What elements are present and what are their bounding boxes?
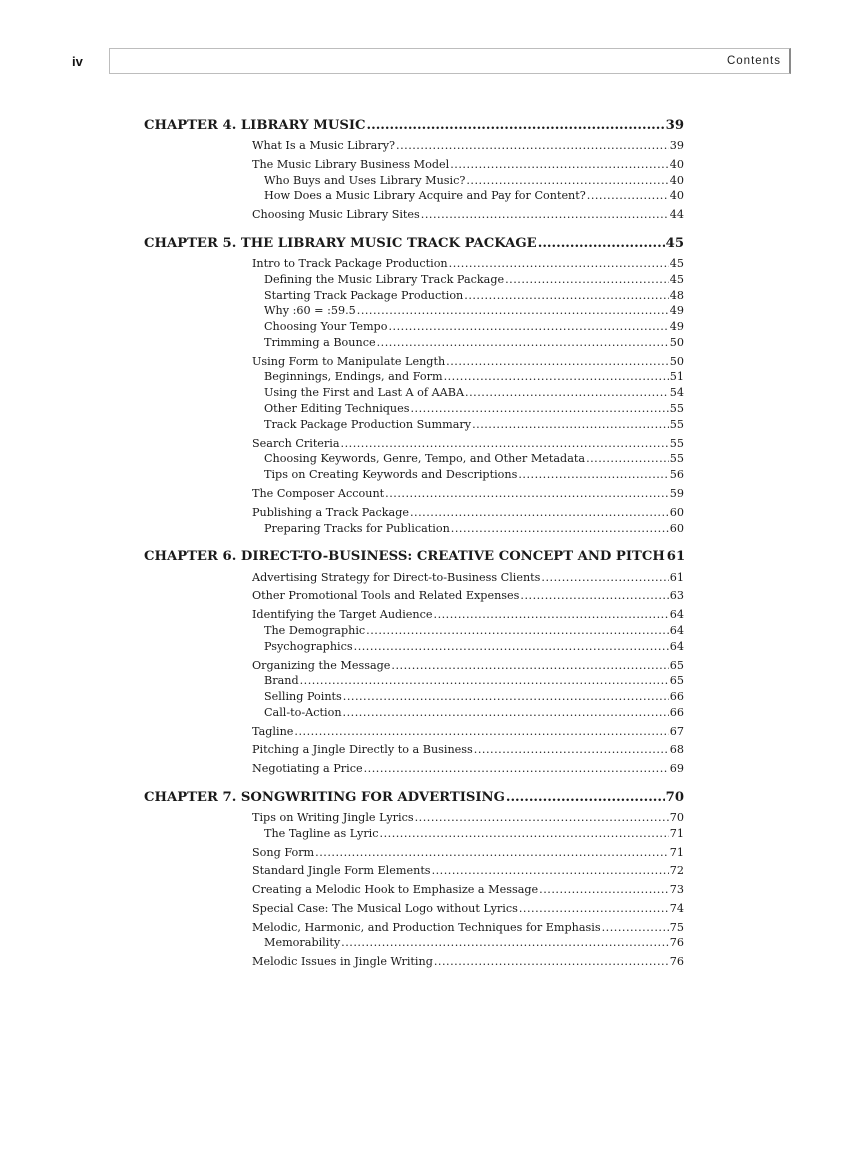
toc-entry-title: What Is a Music Library?	[252, 139, 396, 153]
toc-entry-title: Publishing a Track Package	[252, 506, 409, 520]
toc-entry-title: Who Buys and Uses Library Music?	[264, 173, 466, 187]
toc-entry[interactable]	[264, 174, 684, 190]
dot-leader	[505, 273, 669, 286]
toc-entry[interactable]	[252, 762, 684, 778]
dot-leader	[343, 706, 669, 719]
toc-entry[interactable]	[252, 257, 684, 273]
toc-entry[interactable]	[264, 452, 684, 468]
toc-entry-page: 67	[669, 724, 684, 738]
dot-leader	[343, 690, 669, 703]
toc-entry[interactable]	[252, 743, 684, 759]
toc-entry[interactable]	[252, 608, 684, 624]
dot-leader	[341, 936, 669, 949]
toc-entry-title: Selling Points	[264, 689, 342, 703]
toc-entry-page: 49	[669, 320, 684, 334]
dot-leader	[602, 921, 669, 934]
toc-entry-title: The Demographic	[264, 623, 366, 637]
toc-entry[interactable]	[264, 273, 684, 289]
toc-entry[interactable]	[264, 320, 684, 336]
dot-leader	[294, 725, 668, 738]
toc-entry[interactable]	[264, 468, 684, 484]
dot-leader	[300, 674, 669, 687]
toc-entry-title: Song Form	[252, 845, 315, 859]
toc-entry-title: Melodic, Harmonic, and Production Techniques for Emphasis	[252, 920, 601, 934]
toc-entry-page: 55	[669, 436, 684, 450]
toc-entry-page: 51	[669, 370, 684, 384]
toc-entry-page: 70	[665, 789, 684, 805]
dot-leader	[434, 608, 669, 621]
dot-leader	[472, 418, 669, 431]
toc-entry-title: Starting Track Package Production	[264, 288, 464, 302]
toc-entry-page: 64	[669, 639, 684, 653]
toc-entry-title: Pitching a Jingle Directly to a Business	[252, 743, 473, 757]
toc-entry-page: 56	[669, 468, 684, 482]
dot-leader	[518, 468, 668, 481]
toc-entry-page: 71	[669, 826, 684, 840]
toc-entry-title: CHAPTER 6. DIRECT-TO-BUSINESS: CREATIVE CONCEPT AND PITCH	[144, 549, 665, 565]
toc-entry-title: Melodic Issues in Jingle Writing	[252, 955, 433, 969]
toc-entry-page: 39	[665, 118, 684, 133]
toc-entry[interactable]	[252, 506, 684, 522]
toc-entry-title: Negotiating a Price	[252, 762, 363, 776]
toc-entry[interactable]	[252, 921, 684, 937]
toc-entry-title: Why :60 = :59.5	[264, 304, 356, 318]
dot-leader	[432, 864, 669, 877]
dot-leader	[385, 487, 669, 500]
toc-chapter-entry[interactable]	[144, 118, 684, 136]
toc-entry[interactable]	[252, 571, 684, 587]
toc-chapter-entry[interactable]	[144, 236, 684, 254]
dot-leader	[380, 827, 669, 840]
dot-leader	[366, 624, 669, 637]
toc-entry-title: Using Form to Manipulate Length	[252, 354, 446, 368]
toc-entry-title: Preparing Tracks for Publication	[264, 521, 450, 535]
toc-entry[interactable]	[252, 955, 684, 971]
toc-entry-page: 54	[669, 386, 684, 400]
toc-entry-title: Search Criteria	[252, 436, 340, 450]
dot-leader	[519, 902, 669, 915]
toc-entry-title: CHAPTER 7. SONGWRITING FOR ADVERTISING	[144, 789, 505, 805]
toc-entry-title: Trimming a Bounce	[264, 335, 376, 349]
toc-entry-title: Standard Jingle Form Elements	[252, 864, 431, 878]
toc-entry[interactable]	[252, 811, 684, 827]
toc-entry-title: Defining the Music Library Track Package	[264, 272, 505, 286]
toc-entry[interactable]	[264, 289, 684, 305]
toc-entry-page: 60	[669, 521, 684, 535]
toc-entry-title: Choosing Keywords, Genre, Tempo, and Other Metadata	[264, 452, 586, 466]
toc-entry[interactable]	[264, 624, 684, 640]
dot-leader	[465, 386, 669, 399]
toc-entry-page: 68	[669, 743, 684, 757]
toc-entry-page: 48	[669, 288, 684, 302]
toc-entry-title: CHAPTER 5. THE LIBRARY MUSIC TRACK PACKAGE	[144, 235, 537, 251]
toc-entry-page: 59	[669, 487, 684, 501]
toc-chapter-entry[interactable]	[144, 790, 684, 808]
toc-entry-title: Tips on Writing Jingle Lyrics	[252, 811, 414, 825]
toc-entry[interactable]	[252, 883, 684, 899]
toc-entry[interactable]	[264, 827, 684, 843]
toc-entry-title: Psychographics	[264, 639, 353, 653]
toc-entry-title: CHAPTER 4. LIBRARY MUSIC	[144, 118, 366, 133]
page-number: iv	[72, 54, 83, 69]
toc-entry-title: Other Promotional Tools and Related Expenses	[252, 589, 520, 603]
toc-entry-page: 45	[669, 257, 684, 271]
toc-entry[interactable]	[264, 336, 684, 352]
chapter-spacer	[144, 537, 684, 549]
toc-entry[interactable]	[264, 189, 684, 205]
toc-entry-page: 44	[669, 208, 684, 222]
dot-leader	[410, 506, 669, 519]
toc-entry-page: 65	[669, 674, 684, 688]
dot-leader	[451, 522, 669, 535]
toc-entry[interactable]	[252, 902, 684, 918]
dot-leader	[520, 589, 668, 602]
toc-entry[interactable]	[252, 659, 684, 675]
toc-entry-page: 74	[669, 901, 684, 915]
toc-entry-page: 71	[669, 845, 684, 859]
dot-leader	[391, 659, 668, 672]
dot-leader	[587, 189, 669, 202]
toc-entry-title: Other Editing Techniques	[264, 402, 410, 416]
toc-entry-title: Memorability	[264, 936, 341, 950]
toc-entry[interactable]	[264, 370, 684, 386]
toc-entry[interactable]	[252, 139, 684, 155]
toc-entry-page: 55	[669, 417, 684, 431]
toc-entry-page: 45	[669, 272, 684, 286]
toc-entry-title: Special Case: The Musical Logo without Lyrics	[252, 901, 518, 915]
toc-entry-page: 64	[669, 608, 684, 622]
toc-entry[interactable]	[252, 846, 684, 862]
chapter-spacer	[144, 224, 684, 236]
toc-entry-page: 39	[669, 139, 684, 153]
dot-leader	[341, 437, 669, 450]
toc-chapter-entry[interactable]	[144, 549, 684, 567]
toc-entry-title: Call-to-Action	[264, 705, 342, 719]
toc-entry[interactable]	[264, 690, 684, 706]
toc-entry[interactable]	[264, 304, 684, 320]
toc-entry-page: 49	[669, 304, 684, 318]
toc-entry-title: Tagline	[252, 724, 294, 738]
dot-leader	[415, 811, 669, 824]
toc-entry[interactable]	[264, 418, 684, 434]
dot-leader	[474, 743, 669, 756]
toc-entry-title: Brand	[264, 674, 299, 688]
dot-leader	[466, 174, 668, 187]
toc-entry-page: 76	[669, 936, 684, 950]
toc-entry[interactable]	[252, 208, 684, 224]
dot-leader	[450, 158, 669, 171]
running-header	[109, 48, 791, 74]
toc-entry-title: Using the First and Last A of AABA	[264, 386, 465, 400]
dot-leader	[377, 336, 669, 349]
toc-entry[interactable]	[252, 864, 684, 880]
toc-entry-page: 45	[665, 235, 684, 251]
toc-entry[interactable]	[264, 640, 684, 656]
toc-entry-page: 50	[669, 335, 684, 349]
toc-entry-title: Identifying the Target Audience	[252, 608, 433, 622]
toc-entry[interactable]	[264, 674, 684, 690]
toc-entry-page: 75	[669, 920, 684, 934]
toc-entry-title: Beginnings, Endings, and Form	[264, 370, 443, 384]
toc-entry-title: Choosing Your Tempo	[264, 320, 388, 334]
toc-entry-page: 66	[669, 689, 684, 703]
toc-entry[interactable]	[252, 487, 684, 503]
toc-entry-page: 76	[669, 955, 684, 969]
toc-entry[interactable]	[252, 589, 684, 605]
dot-leader	[434, 955, 669, 968]
toc-entry-page: 61	[669, 570, 684, 584]
table-of-contents	[144, 118, 684, 971]
dot-leader	[446, 355, 669, 368]
toc-entry-page: 40	[669, 157, 684, 171]
toc-entry[interactable]	[264, 706, 684, 722]
dot-leader	[388, 320, 668, 333]
toc-entry-title: Creating a Melodic Hook to Emphasize a Message	[252, 883, 539, 897]
toc-entry-title: Intro to Track Package Production	[252, 257, 448, 271]
toc-entry-page: 64	[669, 623, 684, 637]
toc-entry[interactable]	[252, 158, 684, 174]
toc-entry[interactable]	[264, 936, 684, 952]
dot-leader	[444, 370, 669, 383]
toc-entry-page: 61	[666, 549, 686, 565]
toc-entry-title: Choosing Music Library Sites	[252, 208, 420, 222]
dot-leader	[421, 208, 669, 221]
toc-entry-title: Track Package Production Summary	[264, 417, 472, 431]
running-header-label: Contents	[726, 55, 781, 67]
dot-leader	[539, 883, 669, 896]
toc-entry[interactable]	[264, 522, 684, 538]
dot-leader	[364, 762, 669, 775]
toc-entry[interactable]	[264, 386, 684, 402]
dot-leader	[464, 289, 668, 302]
toc-entry[interactable]	[252, 437, 684, 453]
toc-entry-page: 40	[669, 189, 684, 203]
toc-entry-page: 50	[669, 354, 684, 368]
toc-entry-page: 73	[669, 883, 684, 897]
toc-entry-page: 40	[669, 173, 684, 187]
toc-entry-title: Organizing the Message	[252, 658, 391, 672]
dot-leader	[538, 236, 665, 251]
toc-entry-page: 70	[669, 811, 684, 825]
toc-entry[interactable]	[252, 725, 684, 741]
toc-entry-title: Advertising Strategy for Direct-to-Business Clients	[252, 570, 541, 584]
dot-leader	[354, 640, 669, 653]
dot-leader	[396, 139, 669, 152]
toc-entry-page: 55	[669, 452, 684, 466]
toc-entry-page: 60	[669, 506, 684, 520]
dot-leader	[506, 790, 665, 805]
dot-leader	[586, 452, 669, 465]
toc-entry-page: 65	[669, 658, 684, 672]
toc-entry[interactable]	[264, 402, 684, 418]
toc-entry[interactable]	[252, 355, 684, 371]
toc-entry-title: Tips on Creating Keywords and Descriptions	[264, 468, 518, 482]
toc-entry-title: How Does a Music Library Acquire and Pay for Content?	[264, 189, 586, 203]
dot-leader	[449, 257, 669, 270]
dot-leader	[541, 571, 668, 584]
dot-leader	[367, 118, 665, 133]
toc-entry-page: 55	[669, 402, 684, 416]
toc-entry-page: 66	[669, 705, 684, 719]
dot-leader	[411, 402, 669, 415]
toc-entry-title: The Composer Account	[252, 487, 385, 501]
dot-leader	[315, 846, 669, 859]
toc-entry-title: The Music Library Business Model	[252, 157, 450, 171]
toc-entry-title: The Tagline as Lyric	[264, 826, 379, 840]
toc-entry-page: 72	[669, 864, 684, 878]
toc-entry-page: 63	[669, 589, 684, 603]
dot-leader	[357, 304, 669, 317]
chapter-spacer	[144, 778, 684, 790]
toc-entry-page: 69	[669, 762, 684, 776]
